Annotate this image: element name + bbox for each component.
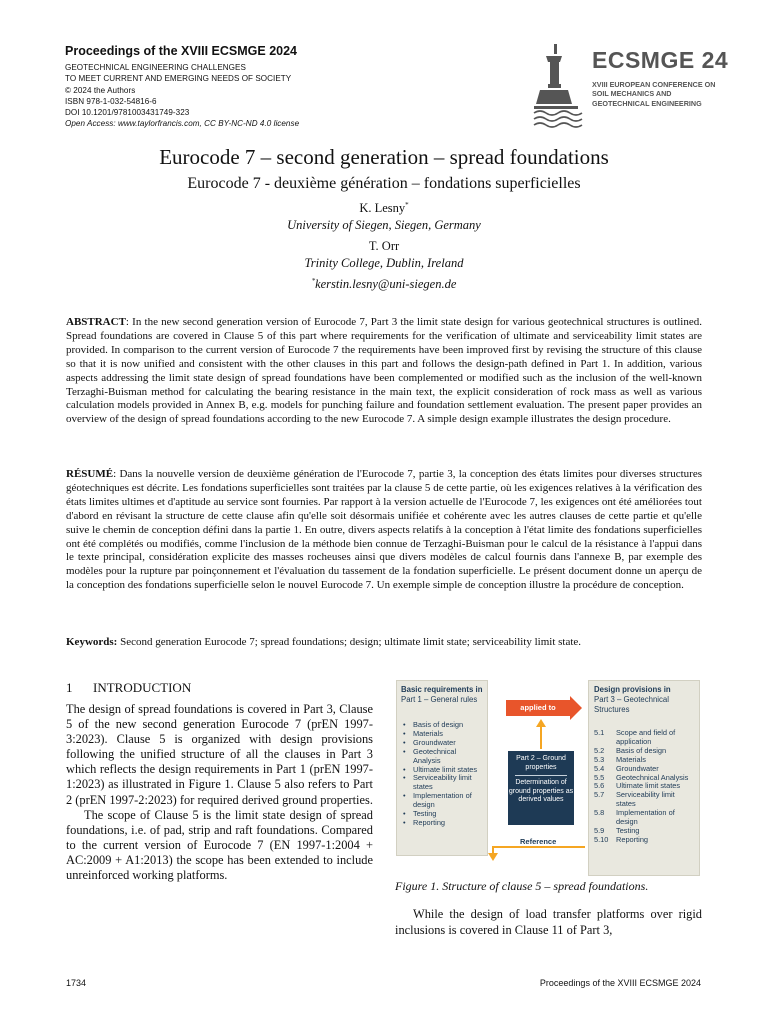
resume-text: : Dans la nouvelle version de deuxième génération de l'Eurocode 7, partie 3, la conception des états limites pour diverses structures géotechniques est décrite. Les fondations superficielles sont traitées par la clause 5 de cette partie, où les exigences relatives à la vérification des états limites ultimes et d'aptitude au service sont fournies. Par rapport à la version actuelle de l'Eurocode 7, les exigences ont été améliorées tout d'abord en révisant la structure de cette clause afin qu'elle soit désormais unifiée et cohérente avec les autres clauses de cette partie et qu'elle suive le chemin de conception défini dans la partie 1. En outre, divers aspects relatifs à la conception à l'état limite des fondations superficielles ont été complétés ou modifiés, comme l'inclusion de la méthode bien connue de Terzaghi-Buisman pour le calcul de la résistance à l'appui dans le texte principal, considération explicite des masses rocheuses ainsi que divers modèles de calcul fournis dans l'annexe B, par exemple des modèles pour la rupture par poinçonnement et l'évaluation du tassement de la fondation superficielle. Le présent document donne un aperçu de la conception des fondations superficielle selon le nouvel Eurocode 7. Un exemple simple de conception illustre la procédure de conception. xyxy=(66,468,702,592)
section-title: INTRODUCTION xyxy=(93,680,192,695)
abstract xyxy=(66,316,702,427)
divider xyxy=(515,775,567,776)
part2-ground-properties-box xyxy=(508,751,574,825)
list-item: • Reporting xyxy=(403,819,483,828)
keywords xyxy=(66,636,702,648)
provisions-list xyxy=(594,729,696,845)
box-subtitle: Part 1 – General rules xyxy=(401,695,478,704)
paragraph: The scope of Clause 5 is the limit state design of spread foundations, i.e. of pad, strip and raft foundations. Compared to the current version of Eurocode 7 (EN 1997-1:2004 + AC:2009 + A1:2013) the scope has been extended to include unreinforced working platforms. xyxy=(66,807,373,883)
list-item: • Ultimate limit states xyxy=(403,766,483,775)
list-item: 5.2 Basis of design xyxy=(594,745,667,755)
box-subtitle: Part 3 – Geotechnical Structures xyxy=(594,695,669,714)
list-item: 5.5 Geotechnical Analysis xyxy=(594,772,689,782)
author-mark: * xyxy=(405,201,409,209)
list-item: 5.10 Reporting xyxy=(594,834,649,844)
left-column xyxy=(66,702,373,883)
page-number: 1734 xyxy=(66,978,87,988)
abstract-text: : In the new second generation version of Eurocode 7, Part 3 the limit state design for various geotechnical structures is outlined. Spread foundations are covered in Clause 5 of this part where requirements for the verification of ultimate and serviceability limit states are provided. In comparison to the current version of Eurocode 7 the requirements have been improved first by revising the structure of this clause so that it is now unified and consistent with the other clauses in this part and follows the design-path defined in Part 1. In addition, various aspects addressing the limit state design of spread foundations have been complemented or modified such as the inclusion of the well-known Terzaghi-Buisman method for calculating the bearing resistance in the main text, the explicit consideration of rock mass as well as various calculation models provided in Annex B, e.g. models for punching failure and foundation settlement evaluation. The present paper provides an overview of the design of spread foundations according to the new Eurocode 7. A simple design example illustrates the design procedure. xyxy=(66,316,702,426)
list-item: • Serviceability limit states xyxy=(403,774,483,792)
keywords-text: Second generation Eurocode 7; spread foundations; design; ultimate limit state; serviceability limit state. xyxy=(117,636,582,648)
paragraph: The design of spread foundations is covered in Part 3, Clause 5 of the new second generation Eurocode 7 (prEN 1997-3:2023). Clause 5 is organized with design provisions following the unified structure of all the clauses in Part 3 which reflects the design requirements in Part 1 (prEN 1997-1:2023) as illustrated in Figure 1. Clause 5 also refers to Part 2 (prEN 1997-2:2023) for required derived ground properties. xyxy=(66,702,373,807)
list-item: • Geotechnical Analysis xyxy=(403,748,483,766)
keywords-label: Keywords: xyxy=(66,636,118,648)
list-item: 5.9 Testing xyxy=(594,825,640,835)
header-line: TO MEET CURRENT AND EMERGING NEEDS OF SOCIETY xyxy=(65,74,292,84)
list-item: 5.1 Scope and field of application xyxy=(594,728,676,746)
open-access-line: Open Access: www.taylorfrancis.com, CC BY-NC-ND 4.0 license xyxy=(65,119,300,129)
reference-label: Reference xyxy=(520,837,557,846)
list-item: • Materials xyxy=(403,730,483,739)
lighthouse-icon xyxy=(532,42,590,128)
list-item: 5.7 Serviceability limit states xyxy=(594,790,675,809)
author-affiliation: Trinity College, Dublin, Ireland xyxy=(304,256,464,270)
paper-title: Eurocode 7 – second generation – spread foundations xyxy=(159,145,609,169)
design-provisions-box xyxy=(588,680,700,876)
box-title: Design provisions in xyxy=(594,685,671,694)
basic-requirements-box xyxy=(396,680,488,856)
proceedings-header xyxy=(65,44,365,130)
author-affiliation: University of Siegen, Siegen, Germany xyxy=(287,218,481,232)
right-column-paragraph: While the design of load transfer platforms over rigid inclusions is covered in Clause 11 of Part 3, xyxy=(395,907,702,937)
header-line: GEOTECHNICAL ENGINEERING CHALLENGES xyxy=(65,63,246,72)
list-item: 5.3 Materials xyxy=(594,754,646,764)
requirements-list xyxy=(403,721,483,828)
abstract-label: ABSTRACT xyxy=(66,316,126,328)
resume xyxy=(66,468,702,593)
header-line: DOI 10.1201/9781003431749-323 xyxy=(65,108,190,118)
header-line: © 2024 the Authors xyxy=(65,85,136,95)
section-heading xyxy=(66,680,191,696)
logo-subtitle: XVIII EUROPEAN CONFERENCE ON SOIL MECHANICS AND GEOTECHNICAL ENGINEERING xyxy=(592,80,716,108)
logo-wordmark: ECSMGE 24 xyxy=(592,47,729,73)
list-item: • Implementation of design xyxy=(403,792,483,810)
author-name: T. Orr xyxy=(368,239,400,253)
part2-body: Determination of ground properties as derived values xyxy=(508,779,574,804)
applied-to-arrow: applied to xyxy=(506,700,570,716)
author-name: K. Lesny* xyxy=(359,201,409,216)
box-title: Basic requirements in xyxy=(401,685,483,694)
part2-title: Part 2 – Ground properties xyxy=(516,755,566,771)
header-line: ISBN 978-1-032-54816-6 xyxy=(65,96,157,106)
author-email[interactable]: *kerstin.lesny@uni-siegen.de xyxy=(311,277,457,292)
list-item: 5.8 Implementation of design xyxy=(594,808,675,827)
footer-proceedings: Proceedings of the XVIII ECSMGE 2024 xyxy=(539,978,701,988)
paper-subtitle: Eurocode 7 - deuxième génération – fondations superficielles xyxy=(187,175,581,192)
list-item: • Groundwater xyxy=(403,739,483,748)
list-item: 5.4 Groundwater xyxy=(594,763,659,773)
section-number: 1 xyxy=(66,680,73,695)
figure-1 xyxy=(395,677,701,877)
list-item: 5.6 Ultimate limit states xyxy=(594,781,681,791)
list-item: • Basis of design xyxy=(403,721,483,730)
conference-logo xyxy=(532,40,729,130)
list-item: • Testing xyxy=(403,810,483,819)
proceedings-title: Proceedings of the XVIII ECSMGE 2024 xyxy=(65,44,298,58)
resume-label: RÉSUMÉ xyxy=(66,468,114,480)
figure-caption: Figure 1. Structure of clause 5 – spread foundations. xyxy=(395,879,649,893)
